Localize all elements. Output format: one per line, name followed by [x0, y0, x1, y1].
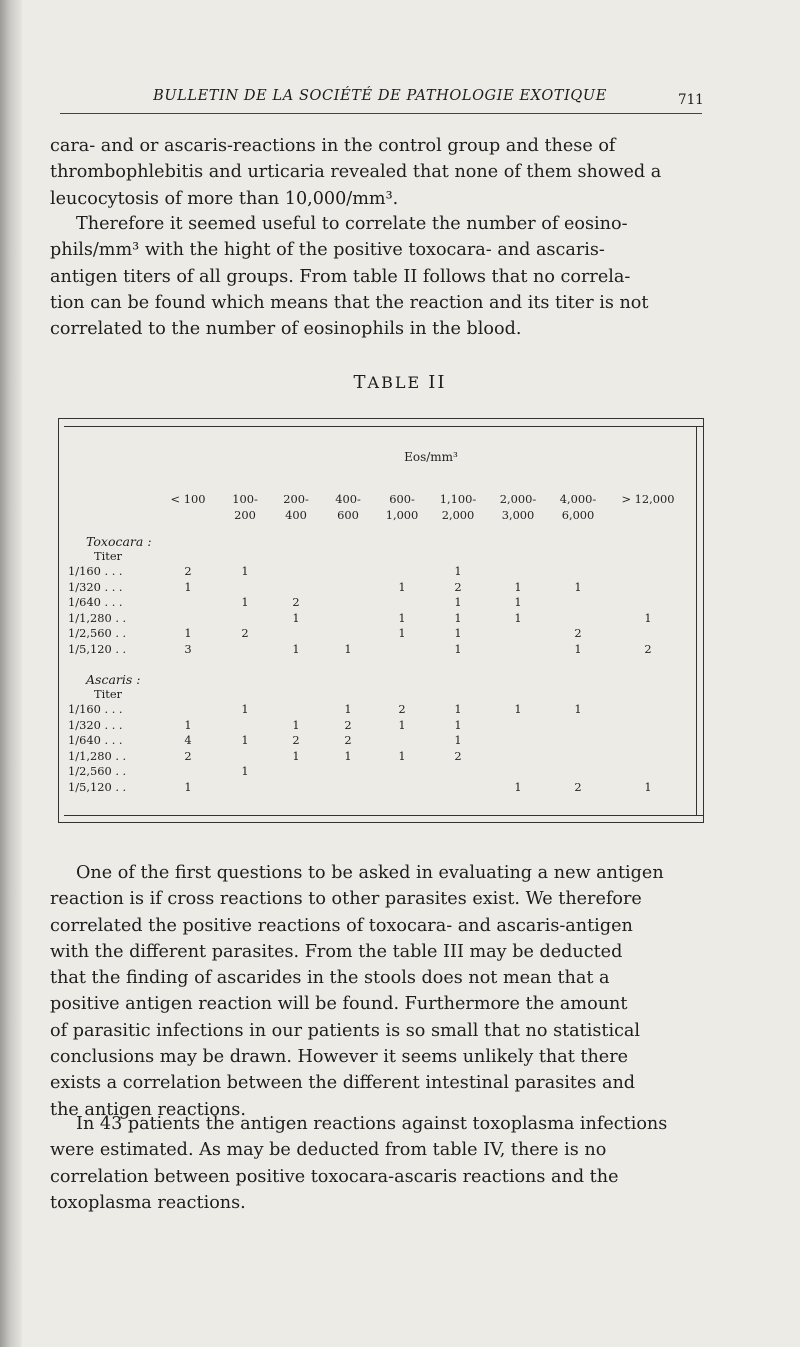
column-header: 1,100-: [439, 492, 477, 506]
table-cell: 1: [514, 702, 522, 716]
section-subheading: Titer: [94, 687, 123, 701]
header-rule: [60, 113, 702, 114]
column-header-line2: 6,000: [561, 508, 595, 522]
table-cell: 1: [574, 579, 582, 594]
column-header: 2,000-: [499, 492, 537, 506]
table-cell: 1: [514, 595, 522, 609]
table-cell: 1: [344, 641, 352, 656]
table-cell: 2: [184, 564, 192, 578]
text-line: phils/mm³ with the hight of the positive toxocara- and ascaris-: [50, 240, 605, 261]
table-cell: 1: [644, 779, 652, 794]
table-cell: 1: [184, 779, 192, 794]
table-rule-right: [703, 418, 704, 823]
text-line: positive antigen reaction will be found. Furthermore the amount: [50, 994, 628, 1015]
text-line: One of the first questions to be asked in evaluating a new antigen: [76, 863, 664, 883]
table-cell: 1: [292, 717, 300, 732]
table-cell: 2: [454, 579, 462, 594]
table-rule-left: [58, 418, 59, 823]
paragraph-eosinophil-correlation: [50, 211, 705, 342]
text-line: correlation between positive toxocara-ascaris reactions and the: [50, 1166, 619, 1187]
table-rule-top: [58, 418, 704, 419]
column-header: 600-: [389, 492, 415, 506]
text-line: with the different parasites. From the table III may be deducted: [50, 941, 623, 962]
table-cell: 2: [574, 626, 582, 640]
table-cell: 2: [454, 748, 462, 763]
running-head: BULLETIN DE LA SOCIÉTÉ DE PATHOLOGIE EXOTIQUE: [153, 88, 607, 104]
paragraph-cross-reactions: [50, 860, 705, 1123]
row-label: 1/320 . . .: [68, 717, 123, 732]
table-cell: 1: [454, 717, 462, 732]
column-header: 400-: [335, 492, 361, 506]
column-header: 200-: [283, 492, 309, 506]
table-cell: 2: [344, 733, 352, 747]
row-label: 1/640 . . .: [68, 733, 123, 747]
column-header: < 100: [170, 492, 206, 506]
table-rule-bottom-inner: [64, 815, 704, 816]
text-line: leucocytosis of more than 10,000/mm³.: [50, 188, 399, 209]
table-cell: 1: [292, 641, 300, 656]
text-line: reaction is if cross reactions to other parasites exist. We therefore: [50, 889, 642, 910]
table-cell: 1: [398, 717, 406, 732]
table-cell: 1: [514, 579, 522, 594]
table-cell: 1: [292, 748, 300, 763]
column-header-line2: 2,000: [441, 508, 475, 522]
table-cell: 1: [241, 564, 249, 578]
column-header-line2: 1,000: [385, 508, 419, 522]
text-line: toxoplasma reactions.: [50, 1192, 246, 1213]
table-caption: TABLE II: [353, 372, 447, 393]
table-cell: 2: [241, 626, 249, 640]
table-cell: 1: [574, 641, 582, 656]
table-cell: 1: [241, 595, 249, 609]
column-header-line2: 200: [234, 508, 256, 522]
text-line: cara- and or ascaris-reactions in the control group and these of: [50, 136, 616, 156]
row-label: 1/5,120 . .: [68, 641, 127, 656]
paragraph-continuation: [50, 133, 705, 212]
text-line: of parasitic infections in our patients is so small that no statistical: [50, 1020, 641, 1041]
table-cell: 1: [241, 764, 249, 778]
text-line: exists a correlation between the different intestinal parasites and: [50, 1073, 636, 1094]
row-label: 1/5,120 . .: [68, 779, 127, 794]
row-label: 1/640 . . .: [68, 595, 123, 609]
page-number: 711: [678, 92, 704, 108]
table-rule-top-inner: [64, 426, 704, 427]
table-cell: 1: [184, 579, 192, 594]
table-cell: 2: [184, 748, 192, 763]
table-cell: 1: [454, 610, 462, 625]
eosinophil-titer-table: [58, 418, 704, 830]
paragraph-toxoplasma: [50, 1111, 705, 1216]
section-subheading: Titer: [94, 549, 123, 563]
table-cell: 1: [644, 610, 652, 625]
column-group-label: Eos/mm³: [404, 450, 458, 464]
column-header-line2: 3,000: [501, 508, 535, 522]
table-cell: 3: [184, 641, 192, 656]
row-label: 1/2,560 . .: [68, 764, 127, 778]
table-cell: 1: [454, 641, 462, 656]
text-line: correlated the positive reactions of toxocara- and ascaris-antigen: [50, 915, 633, 936]
text-line: tion can be found which means that the reaction and its titer is not: [50, 292, 649, 313]
table-cell: 1: [454, 595, 462, 609]
text-line: In 43 patients the antigen reactions against toxoplasma infections: [76, 1114, 668, 1134]
text-line: Therefore it seemed useful to correlate the number of eosino-: [76, 214, 628, 234]
table-cell: 1: [241, 733, 249, 747]
table-rule-right-inner: [696, 426, 697, 816]
row-label: 1/160 . . .: [68, 702, 123, 716]
table-cell: 1: [454, 564, 462, 578]
table-cell: 1: [454, 733, 462, 747]
table-cell: 1: [292, 610, 300, 625]
table-cell: 1: [398, 579, 406, 594]
row-label: 1/320 . . .: [68, 579, 123, 594]
table-cell: 1: [398, 748, 406, 763]
text-line: the antigen reactions.: [50, 1099, 246, 1120]
table-cell: 2: [398, 702, 406, 716]
column-header-line2: 400: [285, 508, 307, 522]
table-cell: 1: [398, 610, 406, 625]
table-cell: 1: [514, 610, 522, 625]
text-line: were estimated. As may be deducted from table IV, there is no: [50, 1140, 607, 1161]
section-heading: Toxocara :: [86, 534, 152, 549]
row-label: 1/2,560 . .: [68, 626, 127, 640]
table-cell: 1: [514, 779, 522, 794]
table-cell: 1: [454, 702, 462, 716]
table-cell: 2: [292, 733, 300, 747]
text-line: conclusions may be drawn. However it seems unlikely that there: [50, 1047, 629, 1068]
text-line: thrombophlebitis and urticaria revealed that none of them showed a: [50, 162, 662, 183]
table-cell: 2: [574, 779, 582, 794]
table-cell: 1: [184, 626, 192, 640]
table-cell: 2: [292, 595, 300, 609]
text-line: that the finding of ascarides in the stools does not mean that a: [50, 968, 610, 989]
table-cell: 4: [184, 733, 192, 747]
table-cell: 1: [574, 702, 582, 716]
table-cell: 1: [184, 717, 192, 732]
table-rule-bottom: [58, 822, 704, 823]
table-cell: 2: [344, 717, 352, 732]
section-heading: Ascaris :: [86, 672, 141, 687]
column-header: 100-: [232, 492, 258, 506]
table-cell: 1: [344, 748, 352, 763]
column-header: 4,000-: [559, 492, 597, 506]
column-header-line2: 600: [337, 508, 359, 522]
row-label: 1/1,280 . .: [68, 748, 127, 763]
row-label: 1/1,280 . .: [68, 610, 127, 625]
table-cell: 1: [454, 626, 462, 640]
table-cell: 1: [398, 626, 406, 640]
table-cell: 2: [644, 641, 652, 656]
row-label: 1/160 . . .: [68, 564, 123, 578]
table-cell: 1: [344, 702, 352, 716]
text-line: antigen titers of all groups. From table II follows that no correla-: [50, 266, 631, 287]
text-line: correlated to the number of eosinophils in the blood.: [50, 319, 522, 340]
column-header: > 12,000: [621, 492, 675, 506]
table-cell: 1: [241, 702, 249, 716]
